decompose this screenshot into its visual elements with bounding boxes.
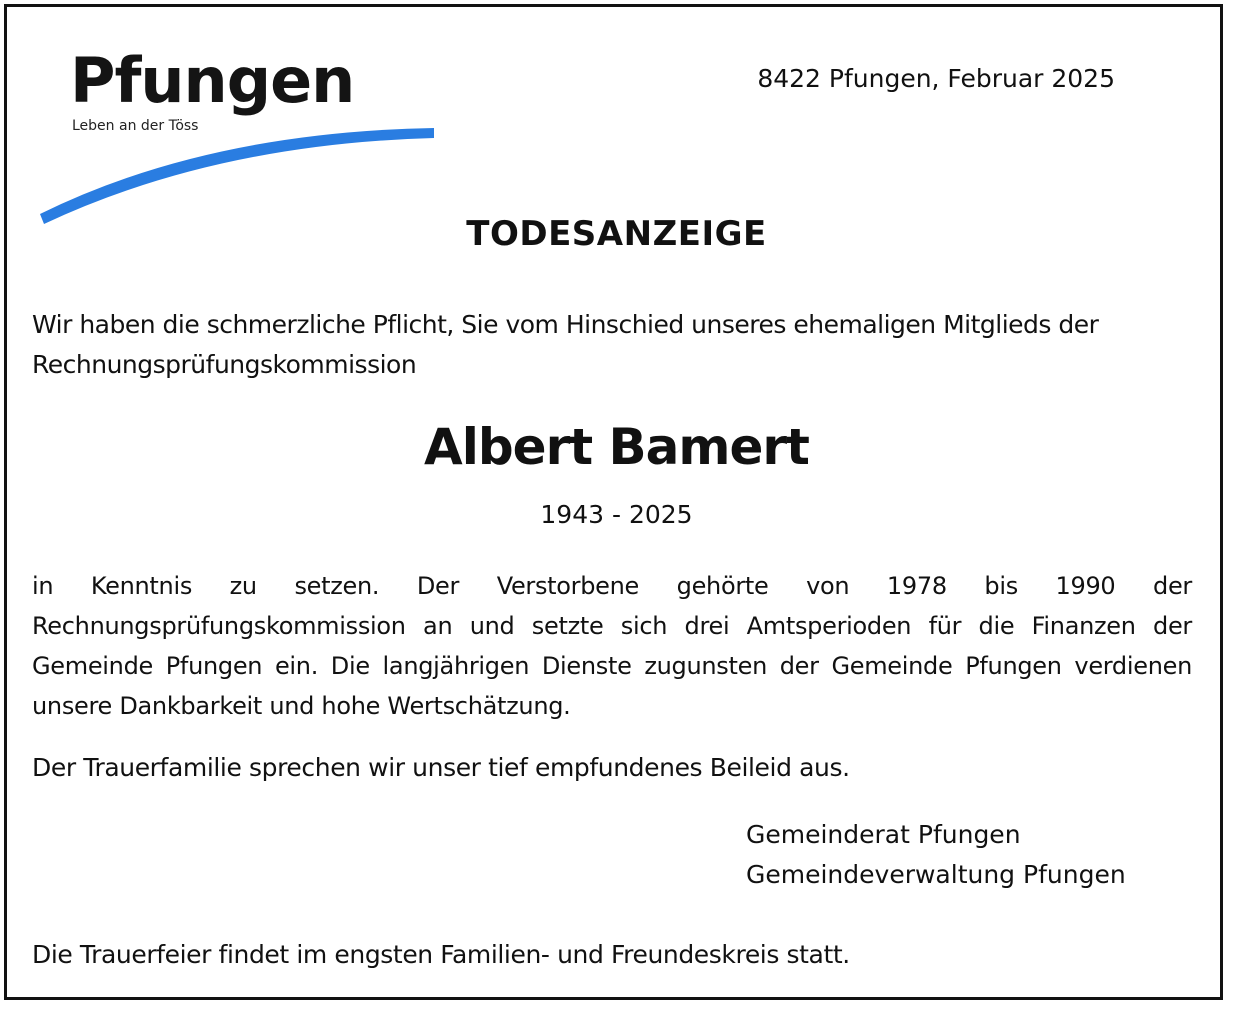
deceased-name: Albert Bamert	[424, 418, 809, 476]
intro-paragraph: Wir haben die schmerzliche Pflicht, Sie vom Hinschied unseres ehemaligen Mitglieds der Rechnungsprüfungskommission	[32, 310, 1099, 379]
ceremony-note: Die Trauerfeier findet im engsten Familien- und Freundeskreis statt.	[32, 940, 850, 969]
pfungen-logo	[36, 44, 446, 230]
logo-swoosh-icon	[36, 44, 446, 230]
signature-administration: Gemeindeverwaltung Pfungen	[746, 860, 1126, 889]
logo-tagline: Leben an der Töss	[72, 118, 199, 134]
life-years: 1943 - 2025	[540, 500, 693, 529]
body-paragraph: in Kenntnis zu setzen. Der Verstorbene gehörte von 1978 bis 1990 der Rechnungsprüfungskommission an und setzte sich drei Amtsperioden für die Finanzen der Gemeinde Pfungen ein. Die langjährigen Dienste zugunsten der Gemeinde Pfungen verdienen unsere Dankbarkeit und hohe Wertschätzung.	[32, 572, 1192, 720]
notice-title: TODESANZEIGE	[466, 214, 767, 254]
logo-wordmark: Pfungen	[70, 44, 355, 117]
condolence-line: Der Trauerfamilie sprechen wir unser tief empfundenes Beileid aus.	[32, 753, 850, 782]
date-line: 8422 Pfungen, Februar 2025	[757, 64, 1115, 93]
signature-council: Gemeinderat Pfungen	[746, 820, 1021, 849]
